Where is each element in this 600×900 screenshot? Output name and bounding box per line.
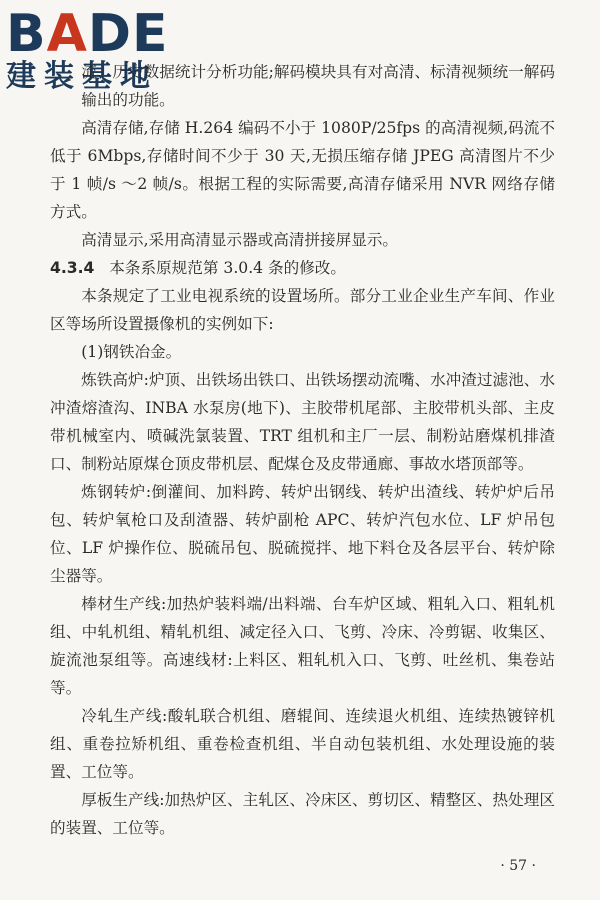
paragraph: 炼铁高炉:炉顶、出铁场出铁口、出铁场摆动流嘴、水冲渣过滤池、水冲渣熔渣沟、INBA 水泵房(地下)、主胶带机尾部、主胶带机头部、主皮带机械室内、喷碱洗氯装置、TRT 组机和主厂一层、制粉站磨煤机排渣口、制粉站原煤仓顶皮带机层、配煤仓及皮带通廊、事故水塔顶部等。: [50, 371, 555, 473]
list-item: (1)钢铁冶金。: [81, 343, 182, 361]
paragraph: 高清显示,采用高清显示器或高清拼接屏显示。: [81, 231, 399, 249]
logo-wordmark: BADE: [6, 4, 169, 64]
page-number: · 57 ·: [500, 858, 536, 874]
paragraph: 流、历史数据统计分析功能;解码模块具有对高清、标清视频统一解码输出的功能。: [81, 63, 555, 109]
paragraph: 高清存储,存储 H.264 编码不小于 1080P/25fps 的高清视频,码流不低于 6Mbps,存储时间不少于 30 天,无损压缩存储 JPEG 高清图片不少于 1 帧/s ～2 帧/s。根据工程的实际需要,高清存储采用 NVR 网络存储方式。: [50, 119, 555, 221]
clause-heading: [50, 254, 555, 282]
paragraph: 本条规定了工业电视系统的设置场所。部分工业企业生产车间、作业区等场所设置摄像机的实例如下:: [50, 287, 555, 333]
document-body: [50, 58, 555, 842]
logo-tagline: 建装基地: [6, 59, 158, 94]
paragraph: 厚板生产线:加热炉区、主轧区、冷床区、剪切区、精整区、热处理区的装置、工位等。: [50, 791, 555, 837]
clause-number: 4.3.4: [50, 259, 95, 277]
paragraph: 炼钢转炉:倒灌间、加料跨、转炉出钢线、转炉出渣线、转炉炉后吊包、转炉氧枪口及刮渣器、转炉副枪 APC、转炉汽包水位、LF 炉吊包位、LF 炉操作位、脱硫吊包、脱硫搅拌、地下料仓及各层平台、转炉除尘器等。: [50, 483, 555, 585]
paragraph: 棒材生产线:加热炉装料端/出料端、台车炉区域、粗轧入口、粗轧机组、中轧机组、精轧机组、减定径入口、飞剪、冷床、冷剪锯、收集区、旋流池泵组等。高速线材:上料区、粗轧机入口、飞剪、吐丝机、集卷站等。: [50, 595, 555, 697]
paragraph: 冷轧生产线:酸轧联合机组、磨辊间、连续退火机组、连续热镀锌机组、重卷拉矫机组、重卷检查机组、半自动包装机组、水处理设施的装置、工位等。: [50, 707, 555, 781]
clause-text: 本条系原规范第 3.0.4 条的修改。: [109, 259, 346, 277]
